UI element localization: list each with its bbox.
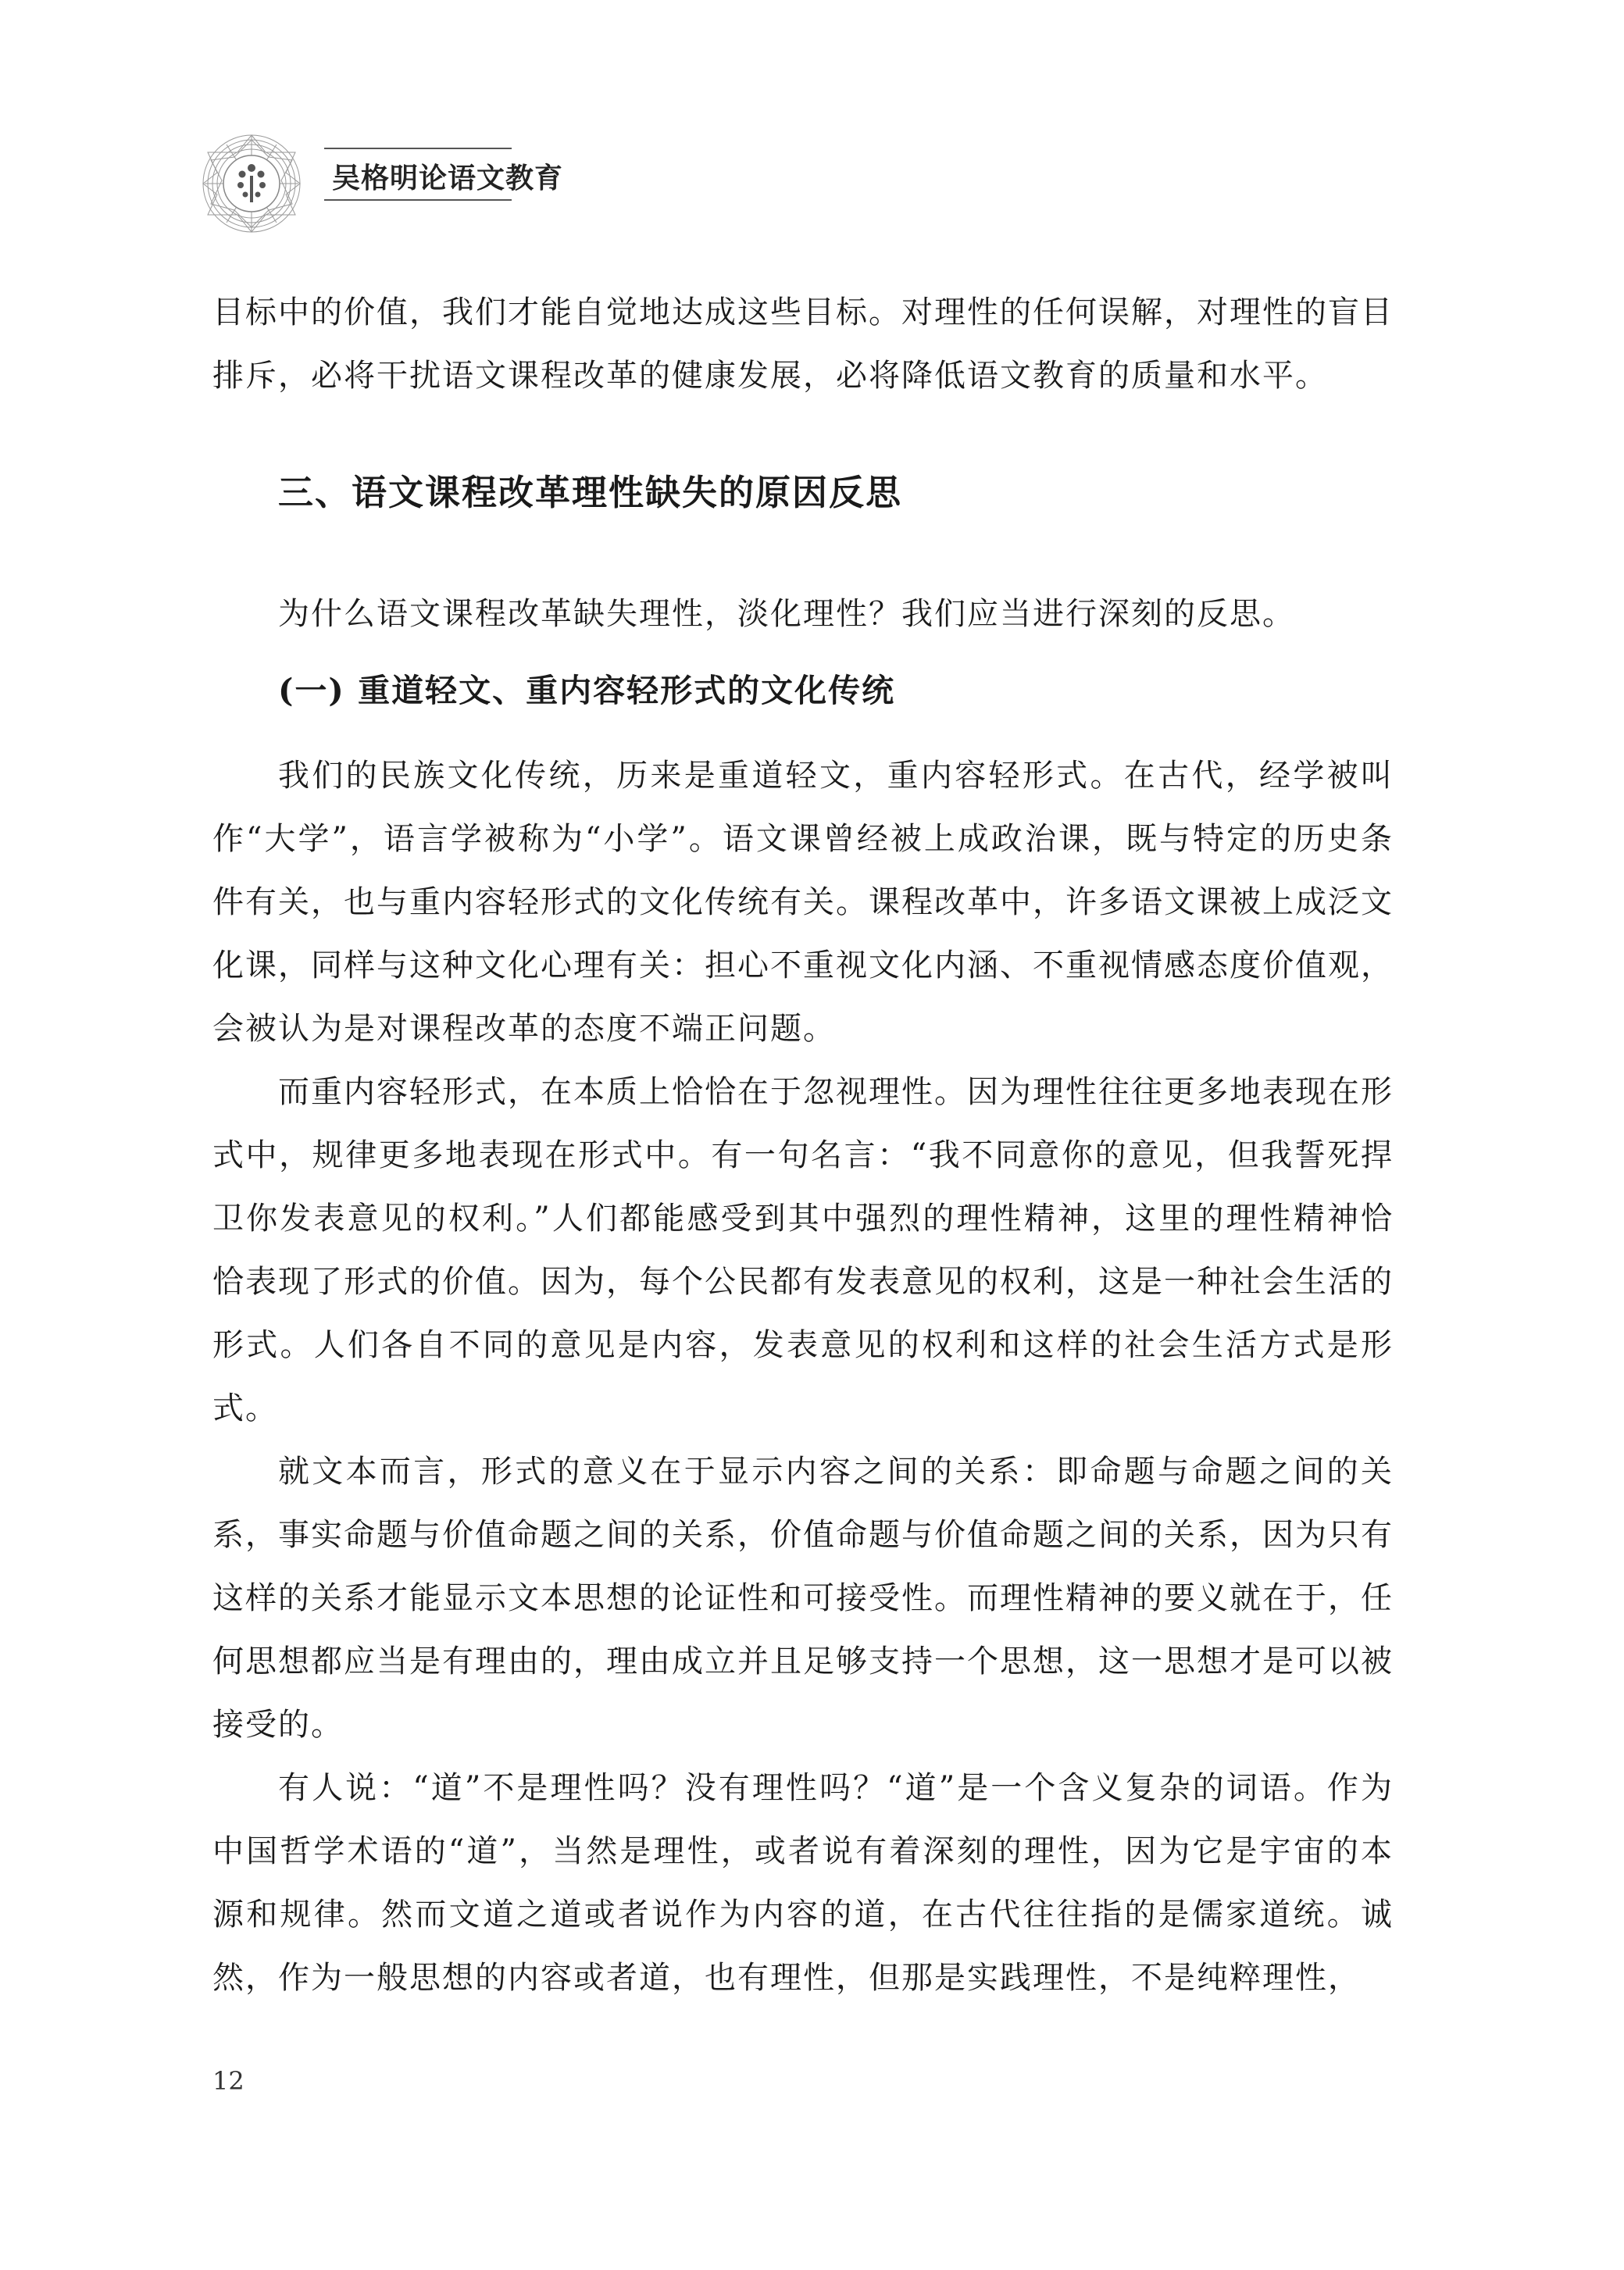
paragraph-3: 就文本而言，形式的意义在于显示内容之间的关系：即命题与命题之间的关系，事实命题与价值命题之间的关系，价值命题与价值命题之间的关系，因为只有这样的关系才能显示文本思想的论证性和可接受性。而理性精神的要义就在于，任何思想都应当是有理由的，理由成立并且足够支持一个思想，这一思想才是可以被接受的。 [212,1454,1394,1743]
paragraph-1: 我们的民族文化传统，历来是重道轻文，重内容轻形式。在古代，经学被叫作“大学”，语言学被称为“小学”。语文课曾经被上成政治课，既与特定的历史条件有关，也与重内容轻形式的文化传统有关。课程改革中，许多语文课被上成泛文化课，同样与这种文化心理有关：担心不重视文化内涵、不重视情感态度价值观，会被认为是对课程改革的态度不端正问题。 [212,758,1394,1047]
header-rule-bottom [324,199,512,201]
paragraph-intro: 目标中的价值，我们才能自觉地达成这些目标。对理性的任何误解，对理性的盲目排斥，必将干扰语文课程改革的健康发展，必将降低语文教育的质量和水平。 [212,294,1394,394]
section-heading: 三、语文课程改革理性缺失的原因反思 [278,472,903,513]
running-header [195,121,564,238]
paragraph-section-intro: 为什么语文课程改革缺失理性，淡化理性？我们应当进行深刻的反思。 [278,596,1295,632]
page-body [212,281,1394,2010]
header-rule-top [324,148,512,149]
sub-heading: (一) 重道轻文、重内容轻形式的文化传统 [278,672,896,709]
paragraph-4: 有人说：“道”不是理性吗？没有理性吗？“道”是一个含义复杂的词语。作为中国哲学术语的“道”，当然是理性，或者说有着深刻的理性，因为它是宇宙的本源和规律。然而文道之道或者说作为内容的道，在古代往往指的是儒家道统。诚然，作为一般思想的内容或者道，也有理性，但那是实践理性，不是纯粹理性， [212,1770,1394,1996]
page-number: 12 [212,2066,244,2096]
paragraph-2: 而重内容轻形式，在本质上恰恰在于忽视理性。因为理性往往更多地表现在形式中，规律更多地表现在形式中。有一句名言：“我不同意你的意见，但我誓死捍卫你发表意见的权利。”人们都能感受到其中强烈的理性精神，这里的理性精神恰恰表现了形式的价值。因为，每个公民都有发表意见的权利，这是一种社会生活的形式。人们各自不同的意见是内容，发表意见的权利和这样的社会生活方式是形式。 [212,1074,1394,1426]
book-title: 吴格明论语文教育 [332,162,564,195]
tree-rosette-icon [195,129,312,238]
